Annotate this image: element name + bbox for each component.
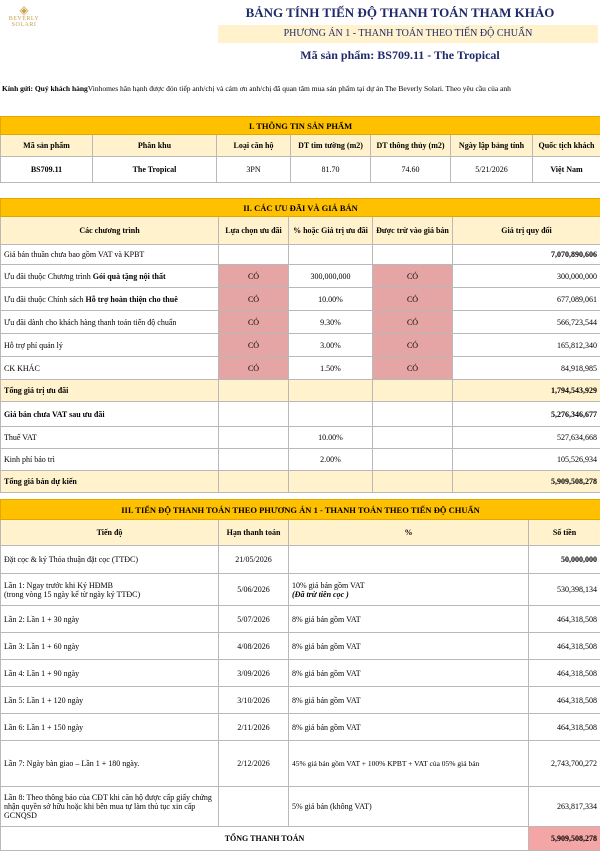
col-header: Số tiền (529, 520, 600, 546)
offer-label-bold: Hỗ trợ hoàn thiện cho thuê (86, 295, 178, 304)
total-offer-label: Tổng giá trị ưu đãi (1, 380, 219, 402)
offer-row (1, 265, 600, 288)
section-1-title: I. THÔNG TIN SẢN PHẨM (1, 117, 600, 135)
offer-label: Ưu đãi thuộc Chương trình (4, 272, 93, 281)
pct-cell: 5% giá bán (không VAT) (289, 787, 529, 827)
greeting-label: Kính gửi: Quý khách hàng (2, 84, 88, 93)
greeting-text: Vinhomes hân hạnh được đón tiếp anh/chị và cám ơn anh/chị đã quan tâm mua sản phẩm tại dự án The Beverly Solari. Theo yêu cầu của anh (88, 84, 511, 93)
stage-cell: Lần 6: Lần 1 + 150 ngày (1, 714, 219, 741)
table-row (1, 741, 600, 787)
offer-value: 566,723,544 (453, 311, 600, 334)
page-subtitle: PHƯƠNG ÁN 1 - THANH TOÁN THEO TIẾN ĐỘ CHUẨN (218, 25, 598, 43)
offer-pct: 300,000,000 (289, 265, 373, 288)
col-header: % hoặc Giá trị ưu đãi (289, 217, 373, 245)
section-2-title: II. CÁC ƯU ĐÃI VÀ GIÁ BÁN (1, 199, 600, 217)
col-header: DT thông thủy (m2) (371, 135, 451, 157)
table-row (1, 787, 600, 827)
pct-cell: 8% giá bán gồm VAT (289, 606, 529, 633)
base-price-label: Giá bán thuần chưa bao gồm VAT và KPBT (1, 245, 219, 265)
amount-cell: 464,318,508 (529, 606, 600, 633)
vat-value: 527,634,668 (453, 427, 600, 449)
stage-cell: Lần 2: Lần 1 + 30 ngày (1, 606, 219, 633)
offer-row (1, 311, 600, 334)
amount-cell: 464,318,508 (529, 714, 600, 741)
table-row (1, 606, 600, 633)
pct-cell: 10% giá bán gồm VAT (292, 581, 525, 590)
stage-cell: Đặt cọc & ký Thỏa thuận đặt cọc (TTĐC) (1, 546, 219, 574)
amount-cell: 530,398,134 (529, 574, 600, 606)
offer-choice-select[interactable]: CÓ (219, 357, 289, 380)
offer-choice-select[interactable]: CÓ (219, 265, 289, 288)
vat-label: Thuế VAT (1, 427, 219, 449)
maintenance-pct: 2.00% (289, 449, 373, 471)
offer-value: 165,812,340 (453, 334, 600, 357)
col-header: Phân khu (93, 135, 217, 157)
offer-row (1, 357, 600, 380)
maintenance-value: 105,526,934 (453, 449, 600, 471)
offer-pct: 1.50% (289, 357, 373, 380)
date-cell: 5/21/2026 (451, 157, 533, 183)
stage-cell: Lần 4: Lần 1 + 90 ngày (1, 660, 219, 687)
greeting-line (2, 84, 600, 93)
table-row (1, 574, 600, 606)
col-header: DT tim tường (m2) (291, 135, 371, 157)
base-price-value: 7,070,890,606 (453, 245, 600, 265)
price-no-vat-label: Giá bán chưa VAT sau ưu đãi (1, 402, 219, 427)
col-header: Ngày lập bảng tính (451, 135, 533, 157)
offer-label: Hỗ trợ phí quản lý (4, 341, 63, 350)
table-row (1, 633, 600, 660)
product-code-line: Mã sản phẩm: BS709.11 - The Tropical (200, 48, 600, 63)
offer-deduct-select[interactable]: CÓ (373, 311, 453, 334)
beverly-logo: ◈ BEVERLY SOLARI (6, 4, 42, 28)
col-header: Loại căn hộ (217, 135, 291, 157)
pct-cell: 45% giá bán gồm VAT + 100% KPBT + VAT của 05% giá bán (289, 741, 529, 787)
stage-cell: Lần 8: Theo thông báo của CĐT khi căn hộ được cấp giấy chứng nhận quyền sở hữu hoặc khi bên mua tự làm thủ tục xin cấp GCNQSD (1, 787, 219, 827)
offer-deduct-select[interactable]: CÓ (373, 288, 453, 311)
offer-deduct-select[interactable]: CÓ (373, 265, 453, 288)
offer-label-bold: Gói quà tặng nội thất (93, 272, 166, 281)
pct-note: (Đã trừ tiền cọc ) (292, 590, 525, 599)
section-3-title: III. TIẾN ĐỘ THANH TOÁN THEO PHƯƠNG ÁN 1 - THANH TOÁN THEO TIẾN ĐỘ CHUẨN (1, 500, 600, 520)
unit-type-cell: 3PN (217, 157, 291, 183)
amount-cell: 464,318,508 (529, 633, 600, 660)
payment-schedule-table (0, 499, 600, 851)
offer-value: 84,918,985 (453, 357, 600, 380)
pct-cell: 8% giá bán gồm VAT (289, 714, 529, 741)
offer-row (1, 288, 600, 311)
col-header: Hạn thanh toán (219, 520, 289, 546)
pct-cell: 8% giá bán gồm VAT (289, 660, 529, 687)
offer-choice-select[interactable]: CÓ (219, 334, 289, 357)
col-header: Tiến độ (1, 520, 219, 546)
due-cell: 5/07/2026 (219, 606, 289, 633)
nationality-cell: Việt Nam (533, 157, 600, 183)
col-header: % (289, 520, 529, 546)
due-cell: 2/11/2026 (219, 714, 289, 741)
offer-choice-select[interactable]: CÓ (219, 288, 289, 311)
pct-cell (289, 546, 529, 574)
grand-total-value: 5,909,508,278 (529, 827, 600, 851)
pct-cell: 8% giá bán gồm VAT (289, 633, 529, 660)
offer-pct: 9.30% (289, 311, 373, 334)
pct-cell: 8% giá bán gồm VAT (289, 687, 529, 714)
col-header: Quốc tịch khách (533, 135, 600, 157)
total-price-value: 5,909,508,278 (453, 471, 600, 493)
table-row (1, 546, 600, 574)
amount-cell: 2,743,700,272 (529, 741, 600, 787)
price-no-vat-value: 5,276,346,677 (453, 402, 600, 427)
stage-cell: Lần 3: Lần 1 + 60 ngày (1, 633, 219, 660)
maintenance-label: Kinh phí bảo trì (1, 449, 219, 471)
offer-pct: 3.00% (289, 334, 373, 357)
col-header: Giá trị quy đổi (453, 217, 600, 245)
col-header: Được trừ vào giá bán (373, 217, 453, 245)
offer-row (1, 334, 600, 357)
offer-label: CK KHÁC (4, 364, 40, 373)
product-info-table (0, 116, 600, 183)
offers-price-table (0, 198, 600, 493)
table-row (1, 687, 600, 714)
product-code-cell: BS709.11 (1, 157, 93, 183)
due-cell: 21/05/2026 (219, 546, 289, 574)
col-header: Các chương trình (1, 217, 219, 245)
offer-label: Ưu đãi dành cho khách hàng thanh toán tiến độ chuẩn (4, 318, 176, 327)
zone-cell: The Tropical (93, 157, 217, 183)
offer-deduct-select[interactable]: CÓ (373, 357, 453, 380)
table-row (1, 714, 600, 741)
stage-cell: Lần 5: Lần 1 + 120 ngày (1, 687, 219, 714)
grand-total-label: TỔNG THANH TOÁN (1, 827, 529, 851)
stage-cell: Lần 7: Ngày bàn giao – Lần 1 + 180 ngày. (1, 741, 219, 787)
total-price-label: Tổng giá bán dự kiến (1, 471, 219, 493)
due-cell: 3/10/2026 (219, 687, 289, 714)
col-header: Lựa chọn ưu đãi (219, 217, 289, 245)
offer-deduct-select[interactable]: CÓ (373, 334, 453, 357)
amount-cell: 464,318,508 (529, 660, 600, 687)
col-header: Mã sản phẩm (1, 135, 93, 157)
amount-cell: 263,817,334 (529, 787, 600, 827)
due-cell: 5/06/2026 (219, 574, 289, 606)
total-offer-value: 1,794,543,929 (453, 380, 600, 402)
vat-pct: 10.00% (289, 427, 373, 449)
stage-cell: Lần 1: Ngay trước khi Ký HĐMB (4, 581, 215, 590)
amount-cell: 464,318,508 (529, 687, 600, 714)
offer-choice-select[interactable]: CÓ (219, 311, 289, 334)
area-gross-cell: 81.70 (291, 157, 371, 183)
amount-cell: 50,000,000 (529, 546, 600, 574)
offer-label: Ưu đãi thuộc Chính sách (4, 295, 86, 304)
due-cell (219, 787, 289, 827)
stage-note: (trong vòng 15 ngày kể từ ngày ký TTĐC) (4, 590, 215, 599)
offer-value: 677,089,061 (453, 288, 600, 311)
offer-value: 300,000,000 (453, 265, 600, 288)
offer-pct: 10.00% (289, 288, 373, 311)
table-row (1, 660, 600, 687)
area-net-cell: 74.60 (371, 157, 451, 183)
due-cell: 3/09/2026 (219, 660, 289, 687)
due-cell: 2/12/2026 (219, 741, 289, 787)
due-cell: 4/08/2026 (219, 633, 289, 660)
page-title: BẢNG TÍNH TIẾN ĐỘ THANH TOÁN THAM KHẢO (200, 5, 600, 21)
